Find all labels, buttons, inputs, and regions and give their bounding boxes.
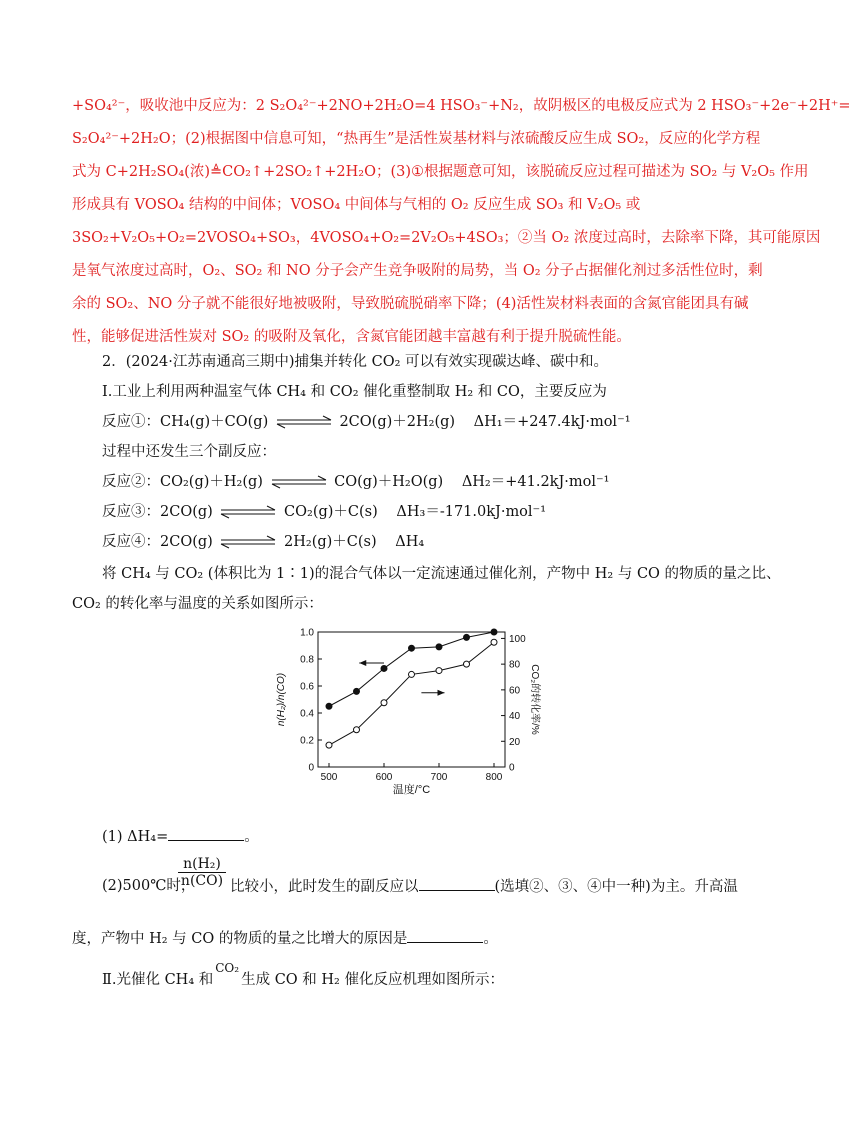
reaction-4-right: 2H₂(g)＋C(s)	[284, 534, 377, 550]
x-axis-label: 温度/°C	[392, 784, 431, 796]
question-1-end: 。	[244, 829, 259, 845]
h2-co-ratio-fraction	[178, 856, 226, 889]
data-point-2	[491, 639, 497, 645]
data-point-2	[409, 671, 415, 677]
data-point-2	[436, 668, 442, 674]
h2-co-ratio-and-co2-conversion-chart	[270, 622, 540, 796]
reaction-2-label: 反应②：	[102, 474, 160, 490]
reaction-2-right: CO(g)＋H₂O(g)	[334, 474, 444, 490]
equilibrium-arrow-icon	[219, 536, 277, 548]
data-point-1	[464, 634, 470, 640]
part2-start: Ⅱ.光催化 CH₄ 和	[102, 972, 214, 988]
reaction-4-dh: ΔH₄	[395, 534, 425, 550]
reaction-3-dh: ΔH₃＝-171.0kJ·mol⁻¹	[396, 504, 547, 520]
question-2-mid: 比较小，此时发生的副反应以	[230, 879, 419, 895]
y-left-tick-label: 0.6	[300, 681, 314, 693]
part2-co2-superscript: CO₂	[215, 961, 240, 975]
question-2-cont-text: 度，产物中 H₂ 与 CO 的物质的量之比增大的原因是	[72, 931, 408, 947]
y-right-axis-label: CO₂的转化率/%	[529, 664, 540, 735]
answer-line-1: +SO₄²⁻，吸收池中反应为：2 S₂O₄²⁻+2NO+2H₂O=4 HSO₃⁻+N₂，故阴极区的电极反应式为 2 HSO₃⁻+2e⁻+2H⁺=	[72, 98, 851, 114]
description-line-2: CO₂ 的转化率与温度的关系如图所示：	[72, 596, 323, 612]
x-tick-label: 500	[320, 772, 338, 783]
data-point-1	[409, 645, 415, 651]
left-axis-arrowhead	[359, 660, 366, 666]
reaction-4-left: 2CO(g)	[160, 534, 213, 550]
question-1-text: (1) ΔH₄=	[102, 829, 169, 845]
y-left-axis-label: n(H₂)/n(CO)	[276, 672, 287, 727]
reaction-4	[102, 532, 424, 552]
y-right-tick-label: 0	[509, 762, 515, 774]
equilibrium-arrow-icon	[270, 476, 328, 488]
reaction-3-label: 反应③：	[102, 504, 160, 520]
reaction-1-label: 反应①：	[102, 414, 160, 430]
part2-end: 生成 CO 和 H₂ 催化反应机理如图所示：	[241, 972, 504, 988]
y-left-tick-label: 0.4	[300, 708, 314, 720]
side-reaction-intro: 过程中还发生三个副反应：	[102, 444, 276, 460]
answer-line-2: S₂O₄²⁻+2H₂O；(2)根据图中信息可知，“热再生”是活性炭基材料与浓硫酸反应生成 SO₂，反应的化学方程	[72, 131, 761, 147]
series-line-1	[329, 632, 494, 706]
reaction-2-left: CO₂(g)＋H₂(g)	[160, 474, 263, 490]
data-point-2	[381, 700, 387, 706]
right-axis-arrowhead	[438, 690, 445, 696]
data-point-2	[464, 661, 470, 667]
y-left-tick-label: 0	[308, 762, 314, 774]
x-tick-label: 800	[485, 772, 503, 783]
question-2-start: (2)500℃时，	[102, 878, 196, 894]
question-2-cont	[72, 928, 498, 949]
answer-line-5: 3SO₂+V₂O₅+O₂=2VOSO₄+SO₃，4VOSO₄+O₂=2V₂O₅+4SO₃；②当 O₂ 浓度过高时，去除率下降，其可能原因	[72, 230, 821, 246]
fraction-denominator: n(CO)	[180, 873, 224, 889]
question-header: 2．(2024·江苏南通高三期中)捕集并转化 CO₂ 可以有效实现碳达峰、碳中和。	[102, 354, 609, 370]
data-point-1	[436, 644, 442, 650]
answer-line-3: 式为 C+2H₂SO₄(浓)≜CO₂↑+2SO₂↑+2H₂O；(3)①根据题意可知，该脱硫反应过程可描述为 SO₂ 与 V₂O₅ 作用	[72, 164, 809, 180]
y-left-tick-label: 1.0	[300, 627, 314, 639]
y-right-tick-label: 40	[509, 711, 521, 723]
y-right-tick-label: 80	[509, 659, 521, 671]
y-left-tick-label: 0.2	[300, 735, 314, 747]
reaction-1	[102, 412, 631, 432]
answer-line-4: 形成具有 VOSO₄ 结构的中间体；VOSO₄ 中间体与气相的 O₂ 反应生成 SO₃ 和 V₂O₅ 或	[72, 197, 641, 213]
answer-blank-3[interactable]	[407, 928, 483, 943]
data-point-1	[326, 703, 332, 709]
x-tick-label: 700	[430, 772, 448, 783]
y-right-tick-label: 100	[509, 633, 526, 645]
question-2-paren: (选填②、③、④中一种)为主。升高温	[494, 879, 738, 895]
y-left-tick-label: 0.8	[300, 654, 314, 666]
plot-frame	[318, 632, 505, 767]
data-point-1	[354, 688, 360, 694]
answer-line-6: 是氧气浓度过高时，O₂、SO₂ 和 NO 分子会产生竞争吸附的局势，当 O₂ 分子占据催化剂过多活性位时，剩	[72, 263, 763, 279]
question-1	[102, 826, 259, 847]
equilibrium-arrow-icon	[219, 506, 277, 518]
data-point-2	[354, 727, 360, 733]
question-2-end: 。	[483, 931, 498, 947]
reaction-1-right: 2CO(g)＋2H₂(g)	[339, 414, 456, 430]
part2-line	[102, 961, 504, 990]
fraction-numerator: n(H₂)	[178, 856, 226, 873]
x-tick-label: 600	[375, 772, 393, 783]
data-point-1	[381, 665, 387, 671]
y-right-tick-label: 60	[509, 685, 521, 697]
reaction-1-left: CH₄(g)＋CO(g)	[160, 414, 269, 430]
data-point-2	[326, 742, 332, 748]
reaction-2-dh: ΔH₂＝+41.2kJ·mol⁻¹	[461, 474, 610, 490]
answer-blank-1[interactable]	[168, 826, 244, 841]
reaction-3	[102, 502, 546, 522]
reaction-1-dh: ΔH₁＝+247.4kJ·mol⁻¹	[473, 414, 631, 430]
question-2-line	[230, 876, 738, 897]
answer-line-7: 余的 SO₂、NO 分子就不能很好地被吸附，导致脱硫脱硝率下降；(4)活性炭材料表面的含氮官能团具有碱	[72, 296, 749, 312]
y-right-tick-label: 20	[509, 736, 521, 748]
equilibrium-arrow-icon	[275, 416, 333, 428]
reaction-4-label: 反应④：	[102, 534, 160, 550]
reaction-3-right: CO₂(g)＋C(s)	[284, 504, 378, 520]
reaction-2	[102, 472, 609, 492]
description-line-1: 将 CH₄ 与 CO₂ (体积比为 1∶1)的混合气体以一定流速通过催化剂，产物中 H₂ 与 CO 的物质的量之比、	[102, 566, 781, 582]
part1-intro: Ⅰ.工业上利用两种温室气体 CH₄ 和 CO₂ 催化重整制取 H₂ 和 CO，主要反应为	[102, 384, 607, 400]
answer-blank-2[interactable]	[419, 876, 495, 891]
data-point-1	[491, 629, 497, 635]
answer-line-8: 性，能够促进活性炭对 SO₂ 的吸附及氧化，含氮官能团越丰富越有利于提升脱硫性能。	[72, 329, 631, 345]
reaction-3-left: 2CO(g)	[160, 504, 213, 520]
